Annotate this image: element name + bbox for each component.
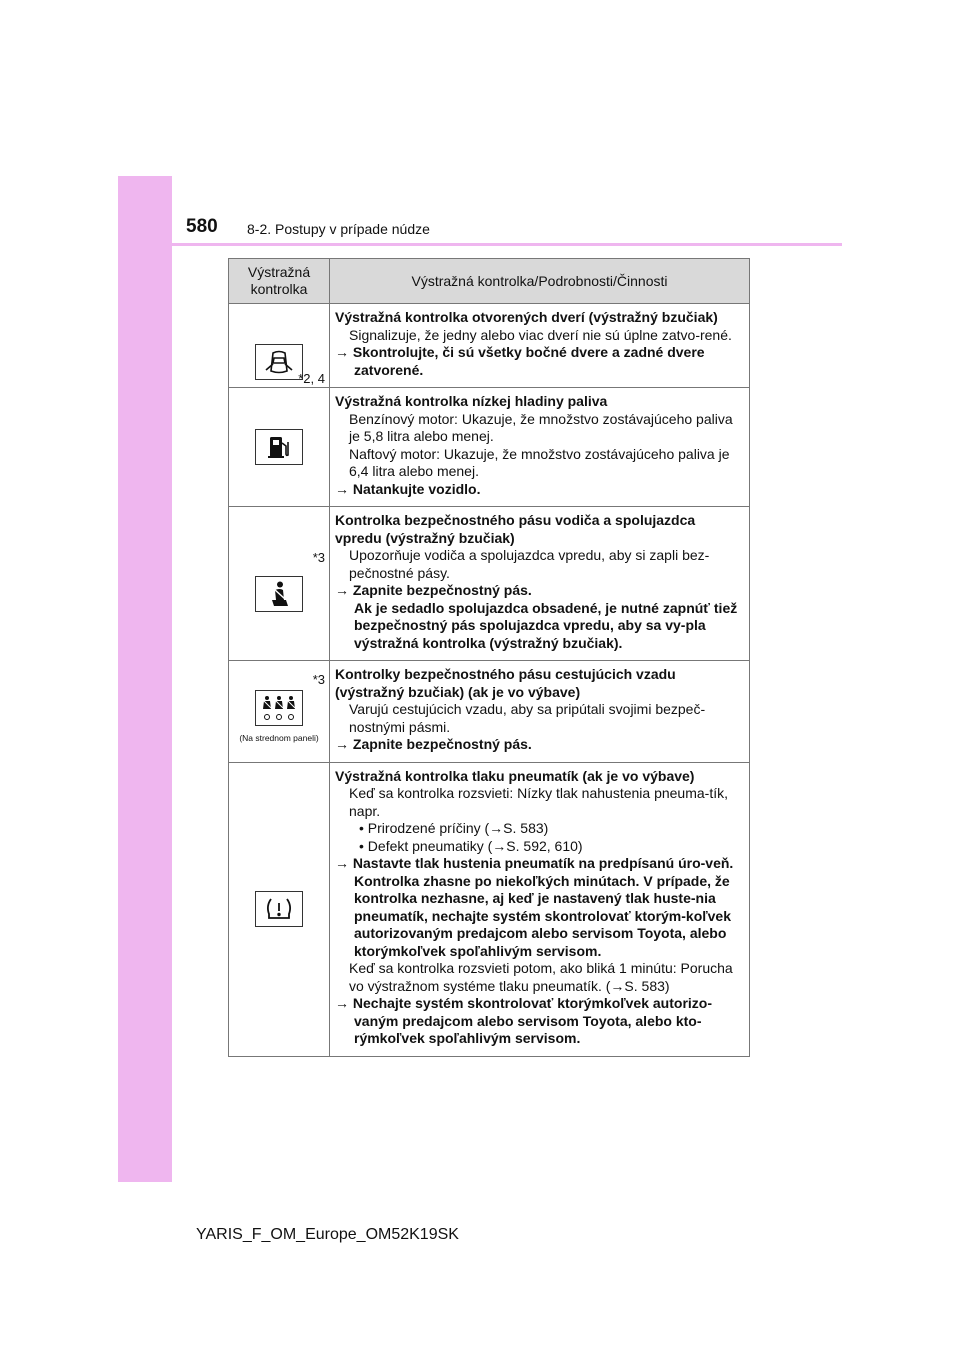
arrow-icon: → xyxy=(335,995,349,1011)
table-row xyxy=(229,762,750,1056)
arrow-icon: → xyxy=(335,480,349,497)
description-cell xyxy=(330,507,750,661)
row-title: Výstražná kontrolka nízkej hladiny paliva xyxy=(335,393,608,409)
bullet-item: • Prirodzené príčiny (→S. 583) xyxy=(359,820,549,836)
icon-cell xyxy=(229,388,330,507)
warning-lights-table xyxy=(228,258,750,1057)
description-cell xyxy=(330,762,750,1056)
arrow-icon: → xyxy=(335,582,349,598)
description-text: Upozorňuje vodiča a spolujazdca vpredu, aby si zapli bez-pečnostné pásy. xyxy=(349,547,710,581)
table-row xyxy=(229,661,750,763)
description-text: Naftový motor: Ukazuje, že množstvo zostávajúceho paliva je 6,4 litra alebo menej. xyxy=(349,445,730,479)
fuel-pump-icon xyxy=(255,429,303,465)
row-title: Výstražná kontrolka otvorených dverí (výstražný bzučiak) xyxy=(335,309,718,325)
table-row xyxy=(229,304,750,388)
description-cell xyxy=(330,661,750,763)
door-open-warning-icon xyxy=(255,344,303,380)
section-side-strip xyxy=(118,176,172,1182)
action-subtext: Ak je sedadlo spolujazdca obsadené, je nutné zapnúť tiež bezpečnostný pás spolujazdca vpredu, aby sa vy-pla výstražná kontrolka (výstražný bzučiak). xyxy=(354,599,738,651)
row-title: Kontrolky bezpečnostného pásu cestujúcich vzadu (výstražný bzučiak) (ak je vo výbave) xyxy=(335,666,676,700)
action-text: → Skontrolujte, či sú všetky bočné dvere a zadné dvere zatvorené. xyxy=(335,344,705,378)
action-subtext: Kontrolka zhasne po niekoľkých minútach. V prípade, že kontrolka nezhasne, aj keď je nastavený tlak huste-nia pneumatík, nechajte systém skontrolovať ktorým-koľvek autorizovaným predajcom alebo servisom Toyota, alebo ktorýmkoľvek spoľahlivým servisom. xyxy=(354,872,732,959)
table-row xyxy=(229,388,750,507)
row-title: Výstražná kontrolka tlaku pneumatík (ak je vo výbave) xyxy=(335,767,695,784)
icon-cell xyxy=(229,661,330,763)
action-text: → Natankujte vozidlo. xyxy=(335,480,481,497)
icon-cell xyxy=(229,507,330,661)
page-number: 580 xyxy=(186,216,218,237)
action-text: → Nastavte tlak hustenia pneumatík na predpísanú úro-veň. xyxy=(335,855,734,871)
description-cell xyxy=(330,388,750,507)
description-text: Signalizuje, že jedny alebo viac dverí nie sú úplne zatvo-rené. xyxy=(349,326,732,343)
description-text: Keď sa kontrolka rozsvieti: Nízky tlak nahustenia pneuma-tík, napr. xyxy=(349,785,728,819)
rear-seatbelts-icon xyxy=(255,690,303,726)
arrow-icon: → xyxy=(335,855,349,871)
tire-pressure-icon xyxy=(255,891,303,927)
footnote-marker: *3 xyxy=(312,672,325,687)
arrow-icon: → xyxy=(335,344,349,360)
table-row xyxy=(229,507,750,661)
footer-document-code: YARIS_F_OM_Europe_OM52K19SK xyxy=(196,1226,459,1243)
icon-caption: (Na strednom paneli) xyxy=(239,732,319,743)
header-rule xyxy=(118,243,842,246)
action-text: → Zapnite bezpečnostný pás. xyxy=(335,582,532,598)
description-text: Varujú cestujúcich vzadu, aby sa pripútali svojimi bezpeč-nostnými pásmi. xyxy=(349,701,706,735)
description-text: Keď sa kontrolka rozsvieti potom, ako bliká 1 minútu: Porucha vo výstražnom systéme tlaku pneumatík. (→S. 583) xyxy=(349,960,733,994)
footnote-marker: *3 xyxy=(312,550,325,565)
seatbelt-icon xyxy=(255,576,303,612)
column-header-light: Výstražná kontrolka xyxy=(229,259,330,304)
description-text: Benzínový motor: Ukazuje, že množstvo zostávajúceho paliva je 5,8 litra alebo menej. xyxy=(349,410,733,444)
footnote-marker: *2, 4 xyxy=(298,371,325,386)
action-text: → Zapnite bezpečnostný pás. xyxy=(335,736,532,752)
icon-cell xyxy=(229,304,330,388)
column-header-details: Výstražná kontrolka/Podrobnosti/Činnosti xyxy=(330,259,750,304)
arrow-icon: → xyxy=(335,736,349,752)
table-header-row xyxy=(229,259,750,304)
bullet-item: • Defekt pneumatiky (→S. 592, 610) xyxy=(359,837,583,854)
description-cell xyxy=(330,304,750,388)
icon-cell xyxy=(229,762,330,1056)
action-text: → Nechajte systém skontrolovať ktorýmkoľvek autorizo-vaným predajcom alebo servisom Toyota, alebo kto-rýmkoľvek spoľahlivým servisom. xyxy=(335,995,712,1046)
row-title: Kontrolka bezpečnostného pásu vodiča a spolujazdca vpredu (výstražný bzučiak) xyxy=(335,512,696,546)
section-title: 8-2. Postupy v prípade núdze xyxy=(247,221,430,237)
